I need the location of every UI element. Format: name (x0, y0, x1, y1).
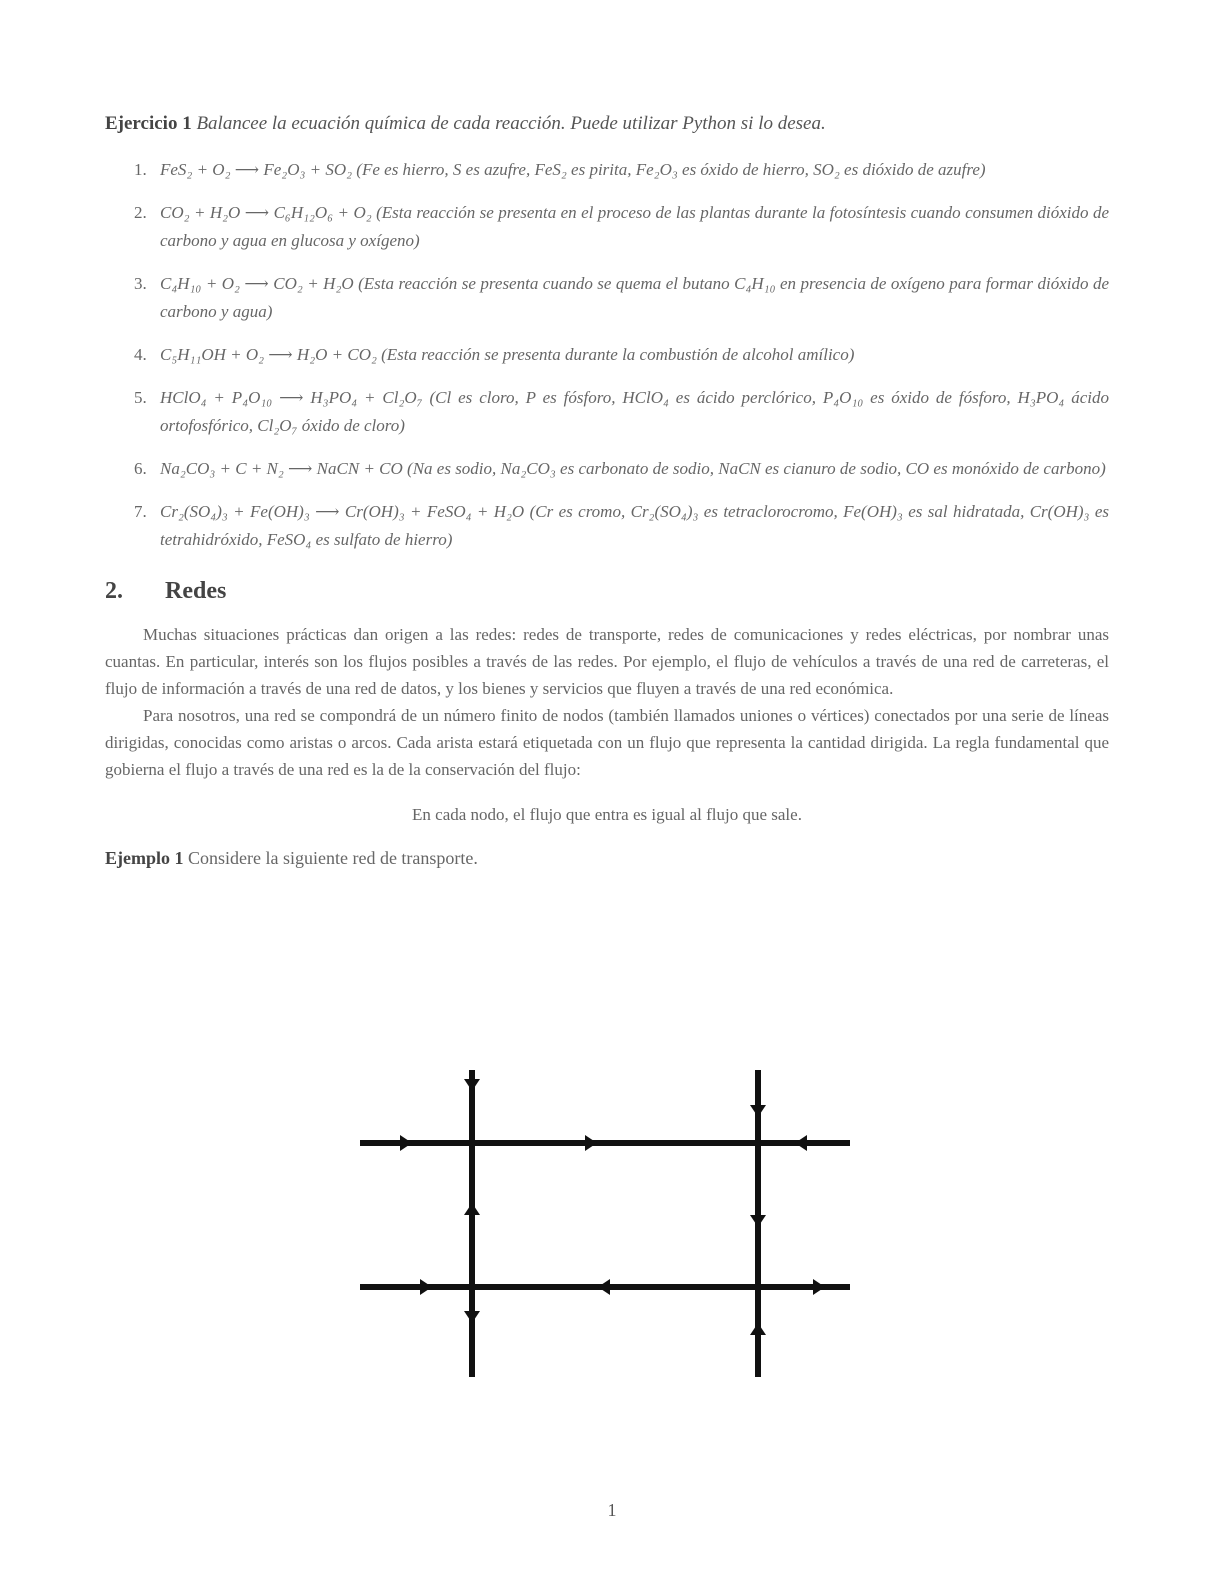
network-diagram (355, 1065, 855, 1385)
arrow-icon (420, 1279, 432, 1295)
arrow-icon (400, 1135, 412, 1151)
paragraph-1: Muchas situaciones prácticas dan origen a las redes: redes de transporte, redes de comunicaciones y redes eléctricas, por nombrar unas cuantas. En particular, interés son los flujos posibles a través de las redes. Por ejemplo, el flujo de vehículos a través de una red de carreteras, el flujo de información a través de una red de datos, y los bienes y servicios que fluyen a través de una red económica. (105, 625, 1109, 698)
section-heading (105, 578, 1109, 605)
exercise-instruction: Balancee la ecuación química de cada reacción. Puede utilizar Python si lo desea. (196, 113, 826, 134)
list-item: 1. FeS₂ + O₂ ⟶ Fe₂O₃ + SO₂ (Fe es hierro, S es azufre, FeS₂ es pirita, Fe₂O₃ es óxido de hierro, SO₂ es dióxido de azufre) (134, 160, 986, 179)
conservation-principle: En cada nodo, el flujo que entra es igual al flujo que sale. (412, 805, 802, 824)
reaction-list (105, 156, 1109, 554)
arrow-icon (464, 1079, 480, 1091)
list-item: 2. CO₂ + H₂O ⟶ C₆H₁₂O₆ + O₂ (Esta reacción se presenta en el proceso de las plantas durante la fotosíntesis cuando consumen dióxido de carbono y agua en glucosa y oxígeno) (134, 203, 1109, 250)
exercise-heading (105, 110, 1109, 138)
arrow-icon (750, 1323, 766, 1335)
arrow-icon (585, 1135, 597, 1151)
example-heading (105, 844, 1109, 872)
list-item: 3. C₄H₁₀ + O₂ ⟶ CO₂ + H₂O (Esta reacción se presenta cuando se quema el butano C₄H₁₀ en presencia de oxígeno para formar dióxido de carbono y agua) (134, 274, 1109, 321)
list-item: 6. Na₂CO₃ + C + N₂ ⟶ NaCN + CO (Na es sodio, Na₂CO₃ es carbonato de sodio, NaCN es cianuro de sodio, CO es monóxido de carbono) (134, 459, 1106, 478)
document-page (105, 110, 1109, 872)
list-item: 5. HClO₄ + P₄O₁₀ ⟶ H₃PO₄ + Cl₂O₇ (Cl es cloro, P es fósforo, HClO₄ es ácido perclórico, P₄O₁₀ es óxido de fósforo, H₃PO₄ ácido ortofosfórico, Cl₂O₇ óxido de cloro) (134, 388, 1109, 435)
arrow-icon (464, 1311, 480, 1323)
exercise-label: Ejercicio 1 (105, 113, 192, 134)
list-item: 7. Cr₂(SO₄)₃ + Fe(OH)₃ ⟶ Cr(OH)₃ + FeSO₄ + H₂O (Cr es cromo, Cr₂(SO₄)₃ es tetraclorocromo, Fe(OH)₃ es sal hidratada, Cr(OH)₃ es tetrahidróxido, FeSO₄ es sulfato de hierro) (134, 502, 1109, 549)
paragraph-2: Para nosotros, una red se compondrá de un número finito de nodos (también llamados uniones o vértices) conectados por una serie de líneas dirigidas, conocidas como aristas o arcos. Cada arista estará etiquetada con un flujo que representa la cantidad dirigida. La regla fundamental que gobierna el flujo a través de una red es la de la conservación del flujo: (105, 706, 1109, 779)
arrow-icon (598, 1279, 610, 1295)
arrow-icon (464, 1203, 480, 1215)
example-text: Considere la siguiente red de transporte. (188, 848, 478, 868)
flow-arrows (400, 1079, 825, 1335)
arrow-icon (750, 1105, 766, 1117)
section-number: 2. (105, 578, 123, 604)
arrow-icon (795, 1135, 807, 1151)
network-edges (360, 1070, 850, 1377)
section-title: Redes (165, 578, 227, 604)
page-number: 1 (607, 1500, 617, 1520)
list-item: 4. C₅H₁₁OH + O₂ ⟶ H₂O + CO₂ (Esta reacción se presenta durante la combustión de alcohol amílico) (134, 345, 855, 364)
arrow-icon (750, 1215, 766, 1227)
arrow-icon (813, 1279, 825, 1295)
example-label: Ejemplo 1 (105, 848, 184, 868)
